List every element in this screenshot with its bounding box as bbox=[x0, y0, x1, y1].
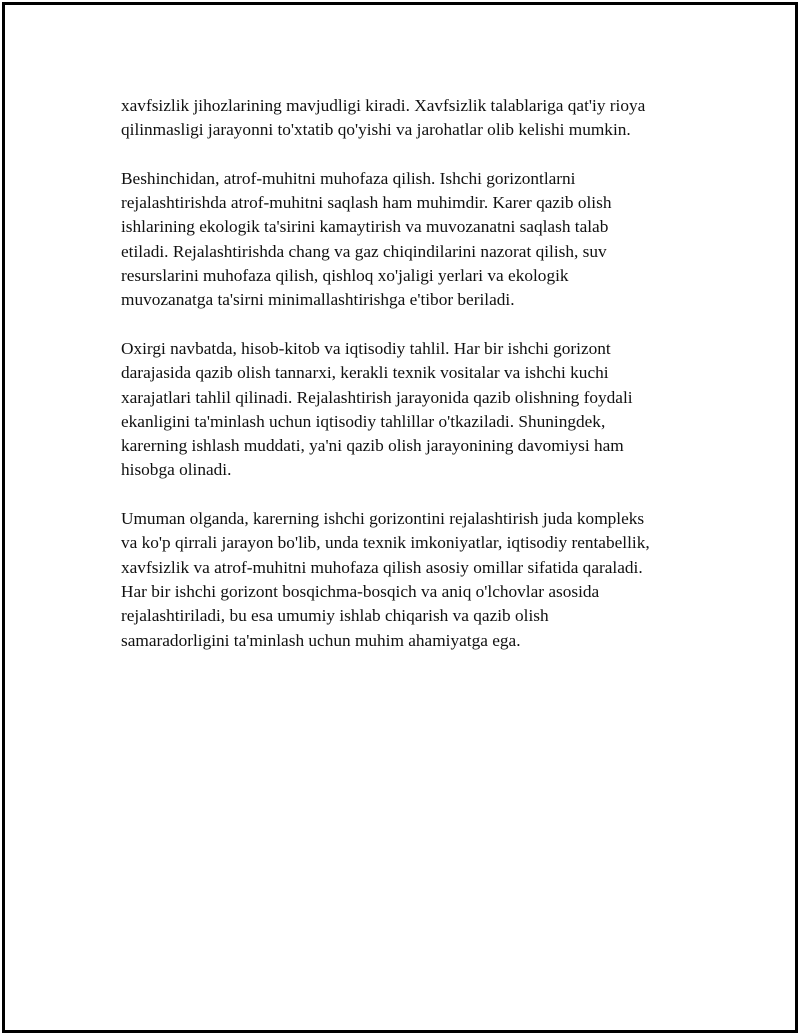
text-line: Umuman olganda, karerning ishchi gorizontini rejalashtirish juda kompleks bbox=[121, 509, 645, 529]
text-line: xavfsizlik va atrof-muhitni muhofaza qilish asosiy omillar sifatida qaraladi. bbox=[121, 557, 643, 577]
paragraph-environment bbox=[121, 167, 701, 313]
text-line: xavfsizlik jihozlarining mavjudligi kiradi. Xavfsizlik talablariga qat'iy rioya bbox=[121, 96, 646, 115]
text-line: etiladi. Rejalashtirishda chang va gaz chiqindilarini nazorat qilish, suv bbox=[121, 241, 607, 261]
text-line: hisobga olinadi. bbox=[121, 460, 232, 480]
text-line: rejalashtirishda atrof-muhitni saqlash ham muhimdir. Karer qazib olish bbox=[121, 193, 612, 213]
text-line: samaradorligini ta'minlash uchun muhim ahamiyatga ega. bbox=[121, 630, 521, 650]
text-line: karerning ishlash muddati, ya'ni qazib olish jarayonining davomiysi ham bbox=[121, 436, 624, 456]
page-frame bbox=[2, 2, 798, 1033]
document-body bbox=[121, 94, 701, 677]
text-line: Beshinchidan, atrof-muhitni muhofaza qilish. Ishchi gorizontlarni bbox=[121, 168, 576, 188]
text-line: Har bir ishchi gorizont bosqichma-bosqich va aniq o'lchovlar asosida bbox=[121, 581, 600, 601]
text-line: qilinmasligi jarayonni to'xtatib qo'yishi va jarohatlar olib kelishi mumkin. bbox=[121, 120, 631, 140]
text-line: rejalashtiriladi, bu esa umumiy ishlab chiqarish va qazib olish bbox=[121, 606, 549, 626]
text-line: darajasida qazib olish tannarxi, kerakli texnik vositalar va ishchi kuchi bbox=[121, 363, 609, 383]
paragraph-conclusion bbox=[121, 507, 701, 653]
paragraph-economics bbox=[121, 337, 701, 483]
text-line: va ko'p qirrali jarayon bo'lib, unda texnik imkoniyatlar, iqtisodiy rentabellik, bbox=[121, 533, 650, 553]
text-line: ishlarining ekologik ta'sirini kamaytirish va muvozanatni saqlash talab bbox=[121, 217, 609, 237]
text-line: ekanligini ta'minlash uchun iqtisodiy tahlillar o'tkaziladi. Shuningdek, bbox=[121, 411, 606, 431]
text-line: resurslarini muhofaza qilish, qishloq xo'jaligi yerlari va ekologik bbox=[121, 266, 569, 286]
paragraph-safety-continuation bbox=[121, 94, 701, 143]
text-line: muvozanatga ta'sirni minimallashtirishga e'tibor beriladi. bbox=[121, 290, 515, 310]
text-line: xarajatlari tahlil qilinadi. Rejalashtirish jarayonida qazib olishning foydali bbox=[121, 387, 633, 407]
text-line: Oxirgi navbatda, hisob-kitob va iqtisodiy tahlil. Har bir ishchi gorizont bbox=[121, 338, 611, 358]
